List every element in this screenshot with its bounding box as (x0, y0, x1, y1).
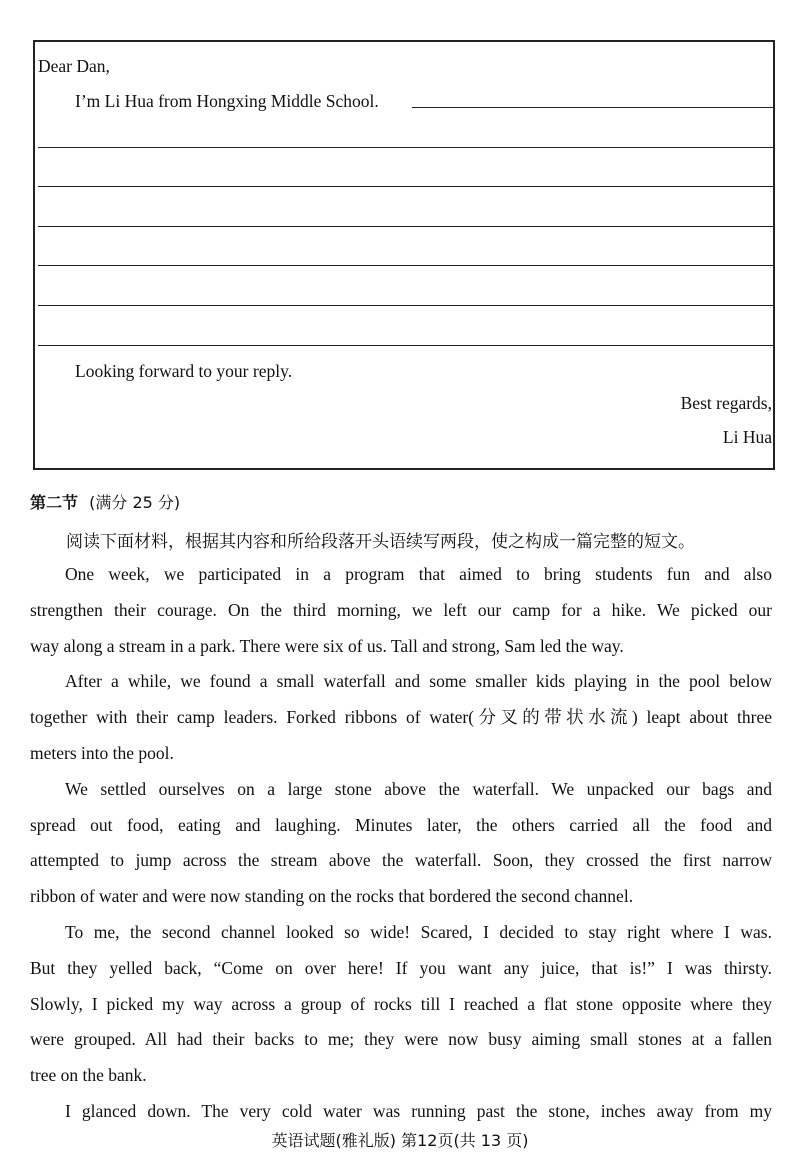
passage-line: Slowly, I picked my way across a group of rocks till I reached a flat stone opposite where they (30, 993, 772, 1014)
writing-line (38, 147, 774, 148)
section-heading (30, 490, 180, 513)
passage (30, 557, 772, 1130)
letter-sign-off: Best regards, (680, 393, 772, 413)
passage-line: attempted to jump across the stream above the waterfall. Soon, they crossed the first narrow (30, 850, 772, 871)
letter-signature: Li Hua (722, 427, 772, 447)
writing-line (38, 305, 774, 306)
section-instruction: 阅读下面材料，根据其内容和所给段落开头语续写两段，使之构成一篇完整的短文。 (66, 532, 695, 552)
section-title: 第二节 (30, 493, 79, 512)
passage-line: After a while, we found a small waterfall and some smaller kids playing in the pool below (65, 671, 772, 692)
passage-line: way along a stream in a park. There were six of us. Tall and strong, Sam led the way. (30, 635, 624, 656)
writing-line (38, 345, 774, 346)
passage-line: tree on the bank. (30, 1065, 147, 1086)
passage-line: strengthen their courage. On the third morning, we left our camp for a hike. We picked our (30, 599, 772, 620)
page-footer: 英语试题(雅礼版) 第12页(共 13 页) (271, 1131, 529, 1150)
passage-line: ribbon of water and were now standing on the rocks that bordered the second channel. (30, 886, 634, 907)
writing-line (38, 226, 774, 227)
passage-line: But they yelled back, “Come on over here! If you want any juice, that is!” I was thirsty. (30, 957, 772, 978)
passage-line: together with their camp leaders. Forked ribbons of water(分叉的带状水流) leapt about three (30, 707, 772, 728)
passage-line: We settled ourselves on a large stone above the waterfall. We unpacked our bags and (65, 778, 772, 799)
passage-line: To me, the second channel looked so wide! Scared, I decided to stay right where I was. (65, 921, 772, 942)
section-score: (满分 25 分) (89, 493, 181, 512)
letter-salutation: Dear Dan, (38, 56, 110, 76)
writing-line (412, 107, 774, 108)
passage-line: One week, we participated in a program that aimed to bring students fun and also (65, 564, 772, 584)
letter-first-line: I’m Li Hua from Hongxing Middle School. (75, 91, 379, 111)
letter-closing-line: Looking forward to your reply. (75, 361, 293, 381)
passage-line: were grouped. All had their backs to me; they were now busy aiming small stones at a fallen (30, 1029, 772, 1050)
writing-line (38, 186, 774, 187)
passage-line: meters into the pool. (30, 742, 174, 763)
passage-line: I glanced down. The very cold water was running past the stone, inches away from my (65, 1100, 772, 1121)
passage-line: spread out food, eating and laughing. Minutes later, the others carried all the food and (30, 814, 772, 835)
writing-line (38, 265, 774, 266)
